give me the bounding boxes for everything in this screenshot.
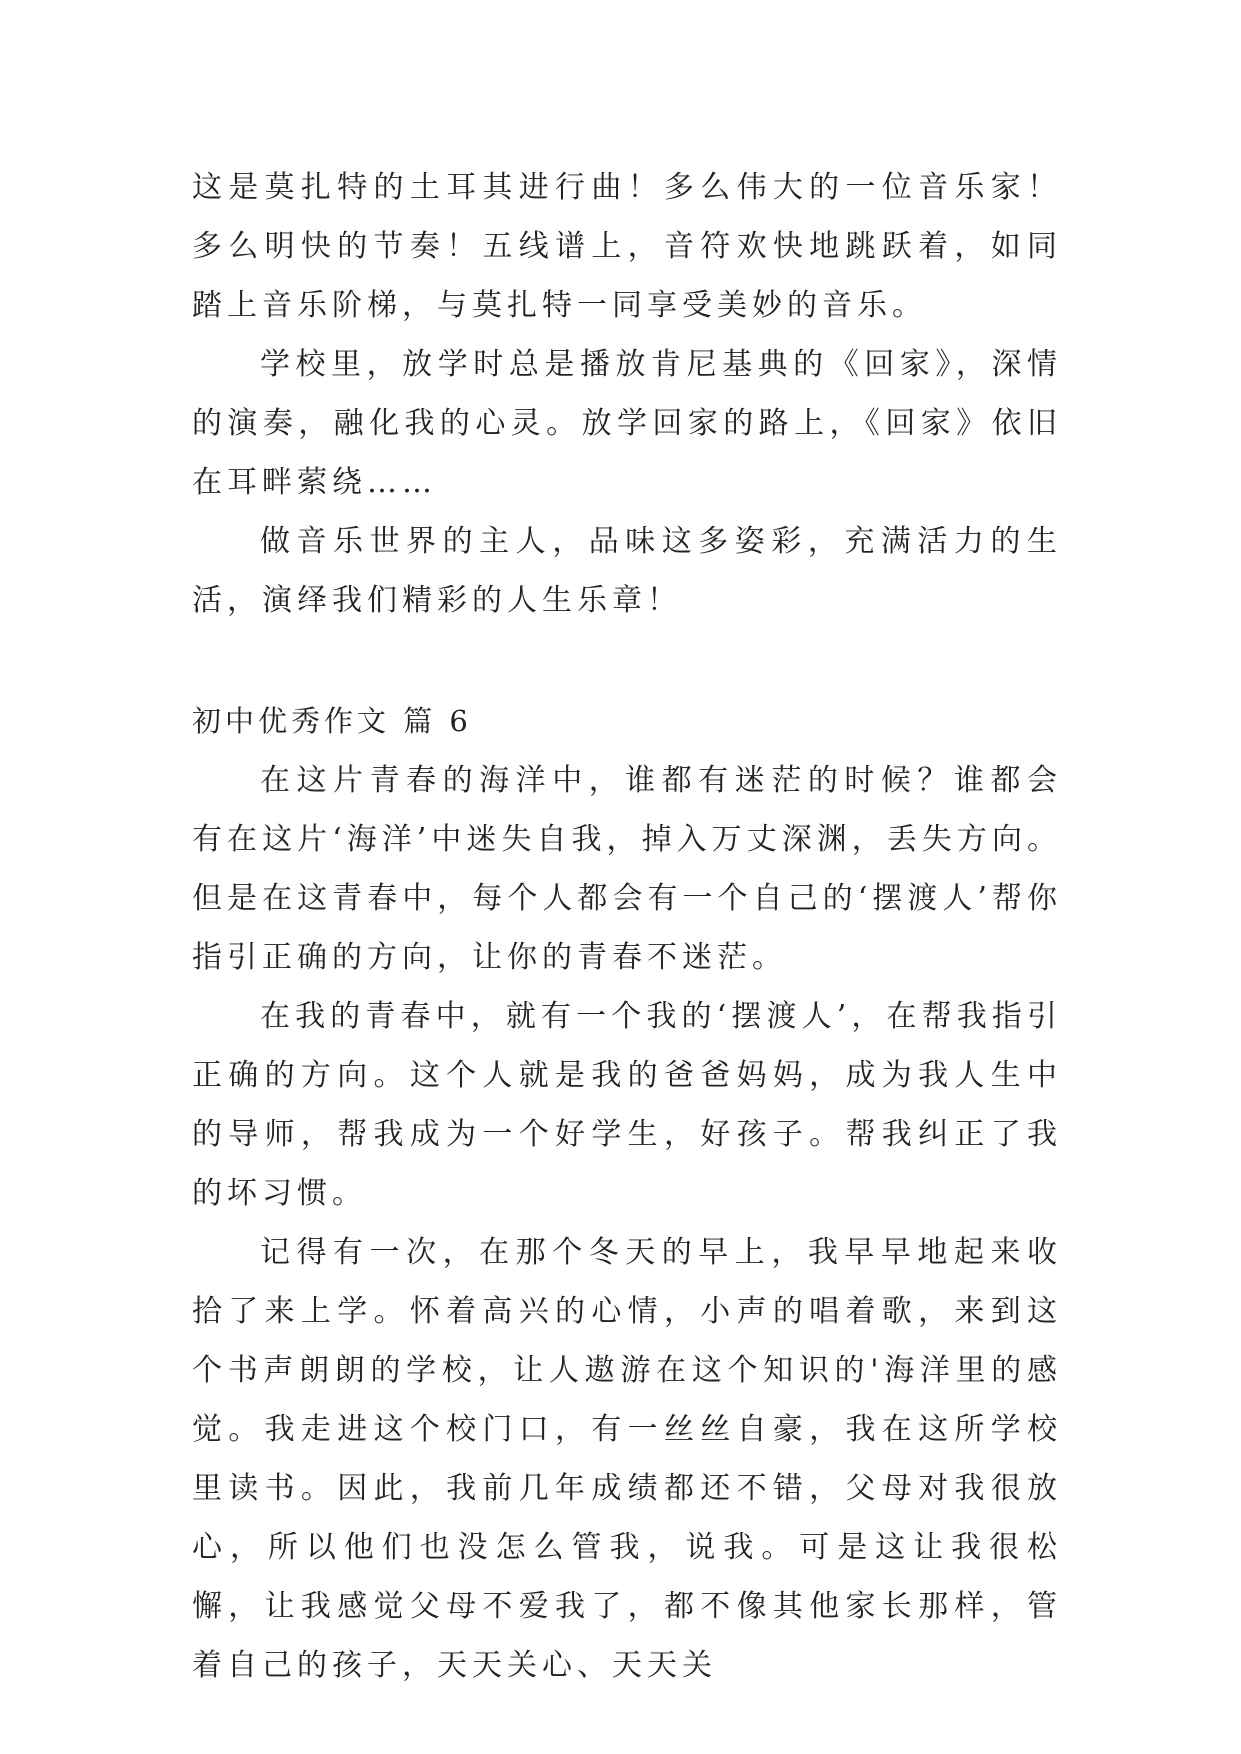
paragraph-school-music: 学校里，放学时总是播放肯尼基典的《回家》，深情的演奏，融化我的心灵。放学回家的路上，《回家》依旧在耳畔萦绕…… [192, 347, 1062, 500]
section-heading: 初中优秀作文 篇 6 [192, 704, 472, 738]
paragraph-youth-ocean: 在这片青春的海洋中，谁都有迷茫的时候？谁都会有在这片‘海洋’中迷失自我，掉入万丈深渊，丢失方向。但是在这青春中，每个人都会有一个自己的‘摆渡人’帮你指引正确的方向，让你的青春不迷茫。 [192, 763, 1062, 975]
paragraph-mozart: 这是莫扎特的土耳其进行曲！多么伟大的一位音乐家！多么明快的节奏！五线谱上，音符欢快地跳跃着，如同踏上音乐阶梯，与莫扎特一同享受美妙的音乐。 [192, 170, 1062, 323]
document-body [192, 158, 1062, 1695]
paragraph-ferryman: 在我的青春中，就有一个我的‘摆渡人’，在帮我指引正确的方向。这个人就是我的爸爸妈妈，成为我人生中的导师，帮我成为一个好学生，好孩子。帮我纠正了我的坏习惯。 [192, 999, 1062, 1211]
paragraph-winter-morning: 记得有一次，在那个冬天的早上，我早早地起来收拾了来上学。怀着高兴的心情，小声的唱着歌，来到这个书声朗朗的学校，让人遨游在这个知识的'海洋里的感觉。我走进这个校门口，有一丝丝自豪，我在这所学校里读书。因此，我前几年成绩都还不错，父母对我很放心，所以他们也没怎么管我，说我。可是这让我很松懈，让我感觉父母不爱我了，都不像其他家长那样，管着自己的孩子，天天关心、天天关 [192, 1235, 1062, 1683]
section-spacer [192, 630, 1062, 692]
paragraph-music-master: 做音乐世界的主人，品味这多姿彩，充满活力的生活，演绎我们精彩的人生乐章！ [192, 524, 1062, 618]
